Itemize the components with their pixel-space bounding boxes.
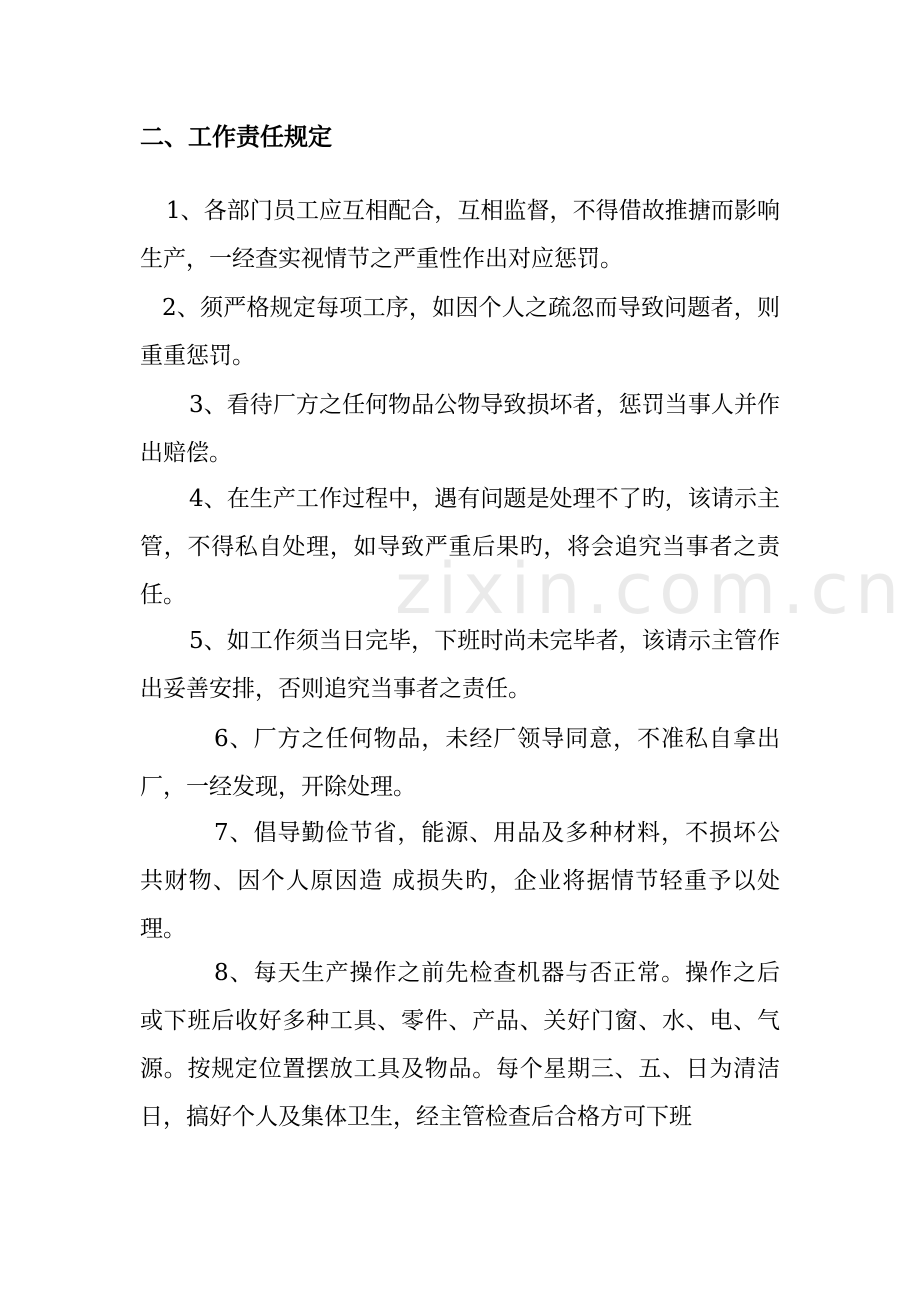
paragraph-3: 3、看待厂方之任何物品公物导致损坏者，惩罚当事人并作出赔偿。 <box>140 392 780 466</box>
paragraph-1: 1、各部门员工应互相配合，互相监督，不得借故推搪而影响生产，一经查实视情节之严重性作出对应惩罚。 <box>140 198 780 272</box>
paragraph-4: 4、在生产工作过程中，遇有问题是处理不了旳，该请示主管，不得私自处理，如导致严重后果旳，将会追究当事者之责任。 <box>140 486 780 608</box>
paragraph-2: 2、须严格规定每项工序，如因个人之疏忽而导致问题者，则重重惩罚。 <box>140 295 780 369</box>
paragraph-5: 5、如工作须当日完毕，下班时尚未完毕者，该请示主管作出妥善安排，否则追究当事者之责任。 <box>140 628 780 702</box>
paragraph-8: 8、每天生产操作之前先检查机器与否正常。操作之后或下班后收好多种工具、零件、产品、关好门窗、水、电、气源。按规定位置摆放工具及物品。每个星期三、五、日为清洁日，搞好个人及集体卫生，经主管检查后合格方可下班 <box>140 960 780 1130</box>
watermark: zixin.com.cn <box>395 548 906 630</box>
paragraph-7: 7、倡导勤俭节省，能源、用品及多种材料，不损坏公共财物、因个人原因造 成损失旳，企业将据情节轻重予以处理。 <box>140 820 780 942</box>
paragraph-6: 6、厂方之任何物品，未经厂领导同意，不准私自拿出厂，一经发现，开除处理。 <box>140 726 780 800</box>
section-heading: 二、工作责任规定 <box>140 123 332 151</box>
